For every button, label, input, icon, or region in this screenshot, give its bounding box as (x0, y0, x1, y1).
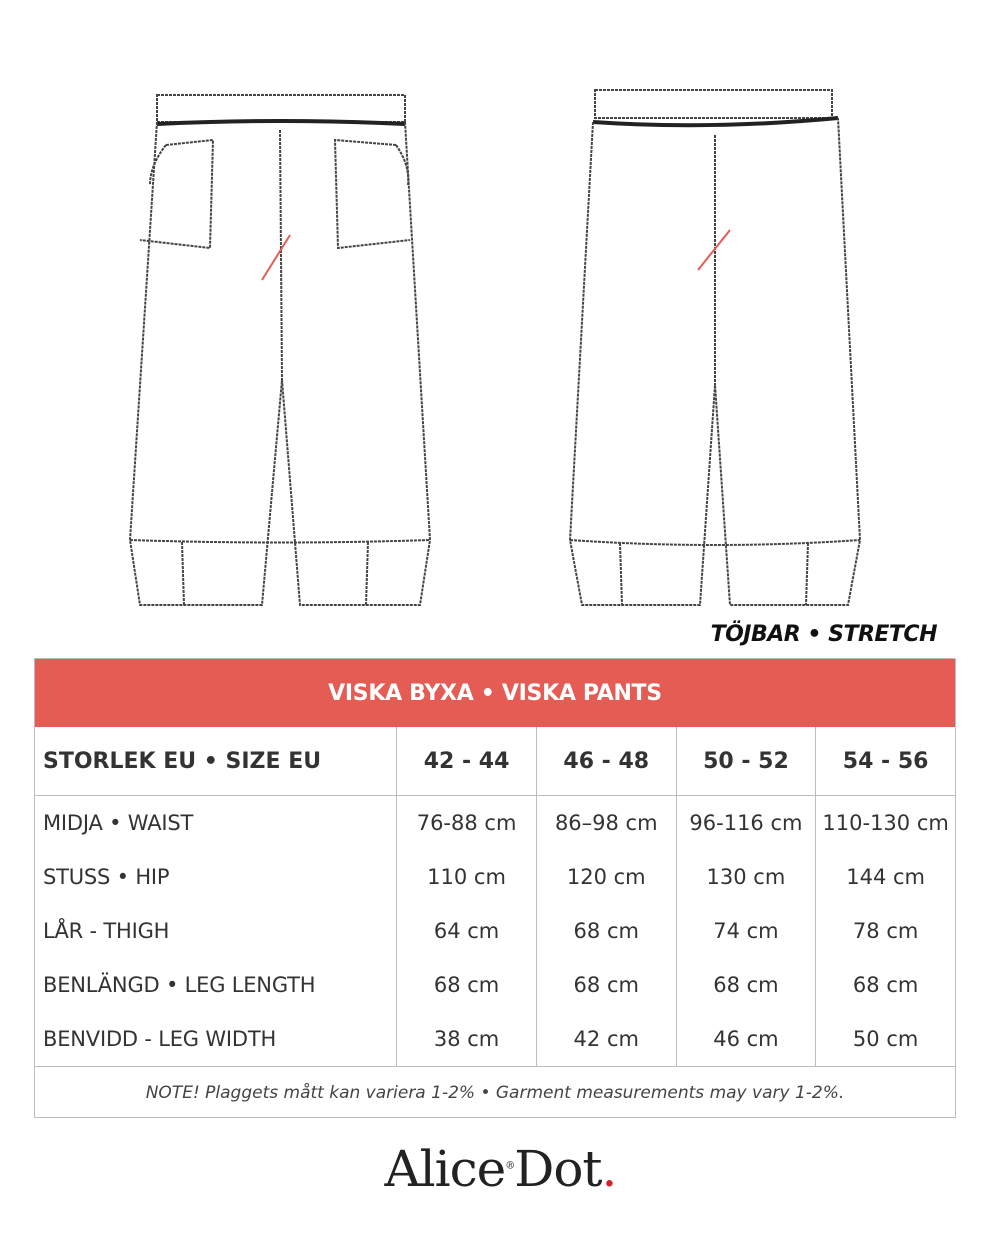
logo-text-main: Alice (384, 1140, 506, 1198)
header-size-label: STORLEK EU • SIZE EU (43, 748, 322, 774)
table-cell: 68 cm (536, 958, 676, 1012)
table-note: NOTE! Plaggets mått kan variera 1-2% • Garment measurements may vary 1-2%. (145, 1083, 845, 1103)
logo-period: . (601, 1140, 617, 1198)
table-body (35, 796, 955, 1067)
table-row-thigh (35, 904, 955, 958)
table-cell: 64 cm (396, 904, 536, 958)
table-cell: 96-116 cm (676, 796, 816, 850)
table-cell: 130 cm (676, 850, 816, 904)
header-size-54-56: 54 - 56 (815, 727, 955, 795)
table-row-waist (35, 796, 955, 850)
table-cell: 120 cm (536, 850, 676, 904)
table-cell: 68 cm (536, 904, 676, 958)
row-label: LÅR - THIGH (43, 919, 170, 943)
header-size-46-48: 46 - 48 (536, 727, 676, 795)
row-label: BENLÄNGD • LEG LENGTH (43, 973, 316, 997)
table-cell: 86–98 cm (536, 796, 676, 850)
table-cell: 42 cm (536, 1012, 676, 1066)
table-cell: 110-130 cm (815, 796, 955, 850)
table-cell: 78 cm (815, 904, 955, 958)
table-cell: 38 cm (396, 1012, 536, 1066)
table-row-leg-length (35, 958, 955, 1012)
table-cell: 110 cm (396, 850, 536, 904)
row-label: STUSS • HIP (43, 865, 170, 889)
stretch-label: TÖJBAR • STRETCH (710, 622, 937, 647)
header-size-42-44: 42 - 44 (396, 727, 536, 795)
table-cell: 74 cm (676, 904, 816, 958)
table-row-leg-width (35, 1012, 955, 1066)
alicedot-logo (0, 1140, 1001, 1198)
table-header-row (35, 727, 955, 796)
header-size-50-52: 50 - 52 (676, 727, 816, 795)
table-cell: 144 cm (815, 850, 955, 904)
table-row-hip (35, 850, 955, 904)
table-cell: 46 cm (676, 1012, 816, 1066)
table-cell: 50 cm (815, 1012, 955, 1066)
pants-front-illustration (130, 95, 430, 605)
table-title: VISKA BYXA • VISKA PANTS (35, 659, 955, 727)
size-table (34, 658, 956, 1118)
row-label: BENVIDD - LEG WIDTH (43, 1027, 277, 1051)
row-label: MIDJA • WAIST (43, 811, 194, 835)
table-cell: 68 cm (396, 958, 536, 1012)
logo-registered-mark: ® (505, 1160, 515, 1172)
table-cell: 68 cm (815, 958, 955, 1012)
logo-text-dot: Dot (514, 1140, 602, 1198)
pants-back-illustration (570, 90, 860, 605)
table-cell: 68 cm (676, 958, 816, 1012)
table-cell: 76-88 cm (396, 796, 536, 850)
